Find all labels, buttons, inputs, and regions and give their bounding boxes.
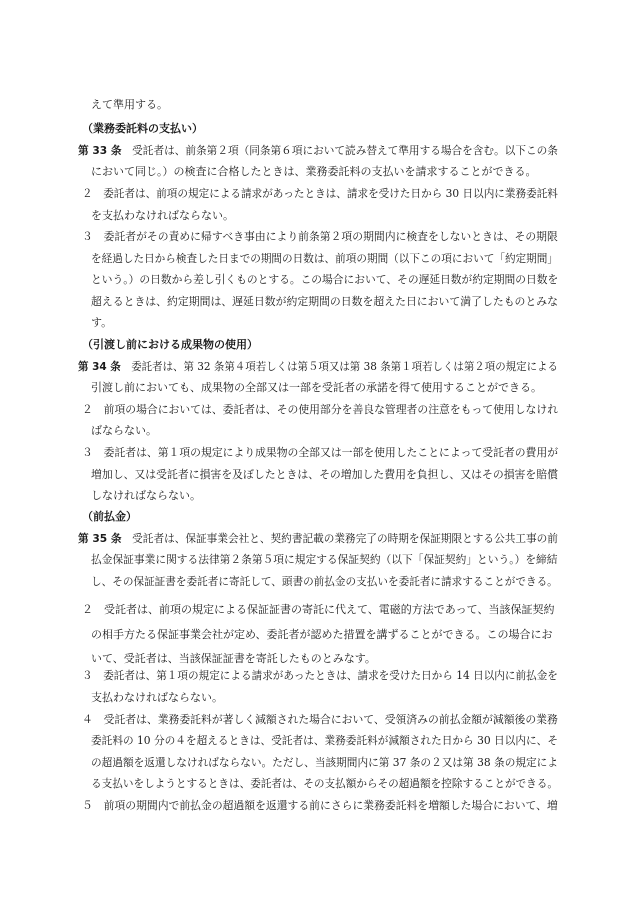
section-heading: （引渡し前における成果物の使用） xyxy=(82,338,258,351)
text-line: 払金保証事業に関する法律第２条第５項に規定する保証契約（以下「保証契約」という。）を締結 xyxy=(91,553,558,566)
text-line: しなければならない。 xyxy=(91,489,201,502)
text-line: を支払わなければならない。 xyxy=(91,209,234,222)
article-text: 委託者は、第 32 条第４項若しくは第５項又は第 38 条第１項若しくは第２項の規定による xyxy=(120,360,558,373)
text-line: えて準用する。 xyxy=(91,98,168,111)
text-line: ５ 前項の期間内で前払金の超過額を返還する前にさらに業務委託料を増額した場合において、増 xyxy=(82,799,558,812)
text-line: という。）の日数から差し引くものとする。この場合において、その遅延日数が約定期間の日数を xyxy=(91,273,559,286)
article-line xyxy=(78,144,558,158)
article-number: 第 35 条 xyxy=(78,532,122,545)
text-line: る支払いをしようとするときは、委託者は、その支払額からその超過額を控除することができる。 xyxy=(91,777,559,790)
article-line xyxy=(78,360,558,374)
text-line: し、その保証証書を委託者に寄託して、頭書の前払金の支払いを委託者に請求することができる。 xyxy=(91,575,558,588)
article-number: 第 33 条 xyxy=(78,144,122,157)
text-line: ４ 受託者は、業務委託料が著しく減額された場合において、受領済みの前払金額が減額後の業務 xyxy=(82,713,558,726)
text-line: 引渡し前においても、成果物の全部又は一部を受託者の承諾を得て使用することができる。 xyxy=(91,381,542,394)
section-heading: （業務委託料の支払い） xyxy=(82,122,203,135)
text-line: ３ 委託者は、第１項の規定により成果物の全部又は一部を使用したことによって受託者の費用が xyxy=(82,446,559,459)
text-line: いて、受託者は、当該保証証書を寄託したものとみなす。 xyxy=(91,652,376,665)
article-number: 第 34 条 xyxy=(78,360,121,373)
text-line: を経過した日から検査した日までの期間の日数は、前項の期間（以下この項において「約定期間」 xyxy=(91,252,559,265)
text-line: の超過額を返還しなければならない。ただし、当該期間内に第 37 条の２又は第 38 条の規定によ xyxy=(91,756,558,769)
text-line: ２ 委託者は、前項の規定による請求があったときは、請求を受けた日から 30 日以内に業務委託料 xyxy=(82,187,558,200)
text-line: ３ 委託者は、第１項の規定による請求があったときは、請求を受けた日から 14 日以内に前払金を xyxy=(82,669,558,682)
article-line xyxy=(78,532,558,546)
text-line: ３ 委託者がその責めに帰すべき事由により前条第２項の期間内に検査をしないときは、その期限 xyxy=(82,230,558,243)
text-line: ２ 前項の場合においては、委託者は、その使用部分を善良な管理者の注意をもって使用しなけれ xyxy=(82,403,559,416)
section-heading: （前払金） xyxy=(82,510,137,523)
text-line: す。 xyxy=(91,316,113,329)
article-text: 受託者は、前条第２項（同条第６項において読み替えて準用する場合を含む。以下この条 xyxy=(121,144,558,157)
text-line: ２ 受託者は、前項の規定による保証証書の寄託に代えて、電磁的方法であって、当該保証契約 xyxy=(82,603,555,616)
text-line: 支払わなければならない。 xyxy=(91,691,223,704)
text-line: ばならない。 xyxy=(91,424,157,437)
text-line: 委託料の 10 分の４を超えるときは、受託者は、業務委託料が減額された日から 30 日以内に、そ xyxy=(91,734,558,747)
text-line: の相手方たる保証事業会社が定め、委託者が認めた措置を講ずることができる。この場合にお xyxy=(91,628,553,641)
article-text: 受託者は、保証事業会社と、契約書記載の業務完了の時期を保証期限とする公共工事の前 xyxy=(121,532,558,545)
text-line: 増加し、又は受託者に損害を及ぼしたときは、その増加した費用を負担し、又はその損害を賠償 xyxy=(91,468,558,481)
text-line: において同じ。）の検査に合格したときは、業務委託料の支払いを請求することができる。 xyxy=(91,165,537,178)
text-line: 超えるときは、約定期間は、遅延日数が約定期間の日数を超えた日において満了したものとみな xyxy=(91,295,558,308)
